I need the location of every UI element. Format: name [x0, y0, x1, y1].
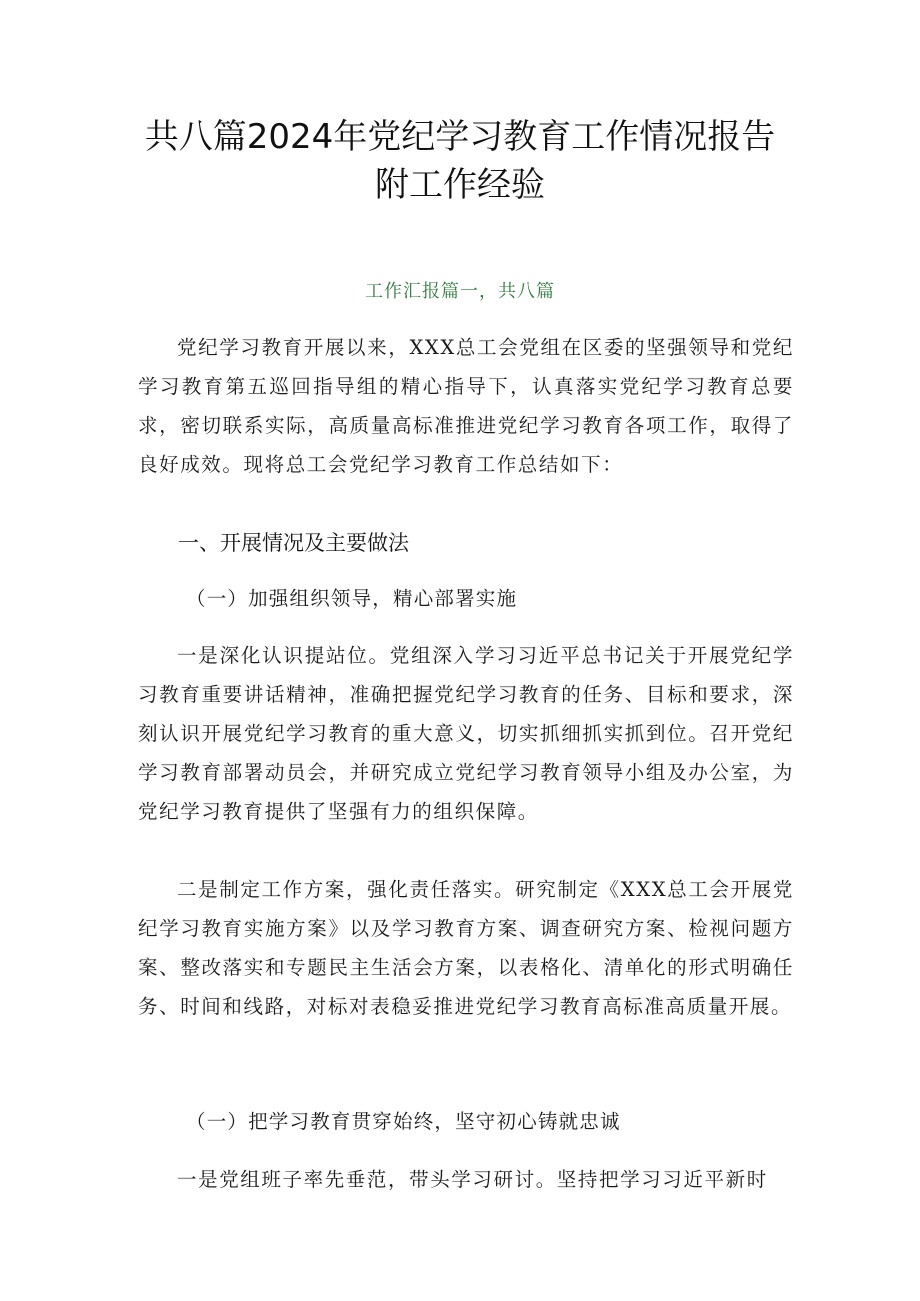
intro-paragraph: 党纪学习教育开展以来，XXX总工会党组在区委的坚强领导和党纪学习教育第五巡回指导组的精心指导下，认真落实党纪学习教育总要求，密切联系实际，高质量高标准推进党纪学习教育各项工作，取得了良好成效。现将总工会党纪学习教育工作总结如下：	[138, 336, 794, 476]
subsection-2-paragraph-1: 一是党组班子率先垂范，带头学习研讨。坚持把学习习近平新时	[177, 1168, 768, 1191]
document-title-line1: 共八篇2024年党纪学习教育工作情况报告	[144, 117, 776, 157]
subsection-heading-1: （一）加强组织领导，精心部署实施	[186, 587, 518, 610]
document-subtitle: 工作汇报篇一，共八篇	[365, 281, 555, 302]
subsection-1-paragraph-2: 二是制定工作方案，强化责任落实。研究制定《XXX总工会开展党纪学习教育实施方案》以及学习教育方案、调查研究方案、检视问题方案、整改落实和专题民主生活会方案，以表格化、清单化的形式明确任务、时间和线路，对标对表稳妥推进党纪学习教育高标准高质量开展。	[138, 878, 794, 1018]
subsection-1-paragraph-1: 一是深化认识提站位。党组深入学习习近平总书记关于开展党纪学习教育重要讲话精神，准确把握党纪学习教育的任务、目标和要求，深刻认识开展党纪学习教育的重大意义，切实抓细抓实抓到位。召开党纪学习教育部署动员会，并研究成立党纪学习教育领导小组及办公室，为党纪学习教育提供了坚强有力的组织保障。	[138, 644, 794, 823]
subsection-heading-2: （一）把学习教育贯穿始终，坚守初心铸就忠诚	[186, 1110, 621, 1133]
document-title-line2: 附工作经验	[375, 165, 545, 205]
section-heading-1: 一、开展情况及主要做法	[178, 531, 409, 555]
